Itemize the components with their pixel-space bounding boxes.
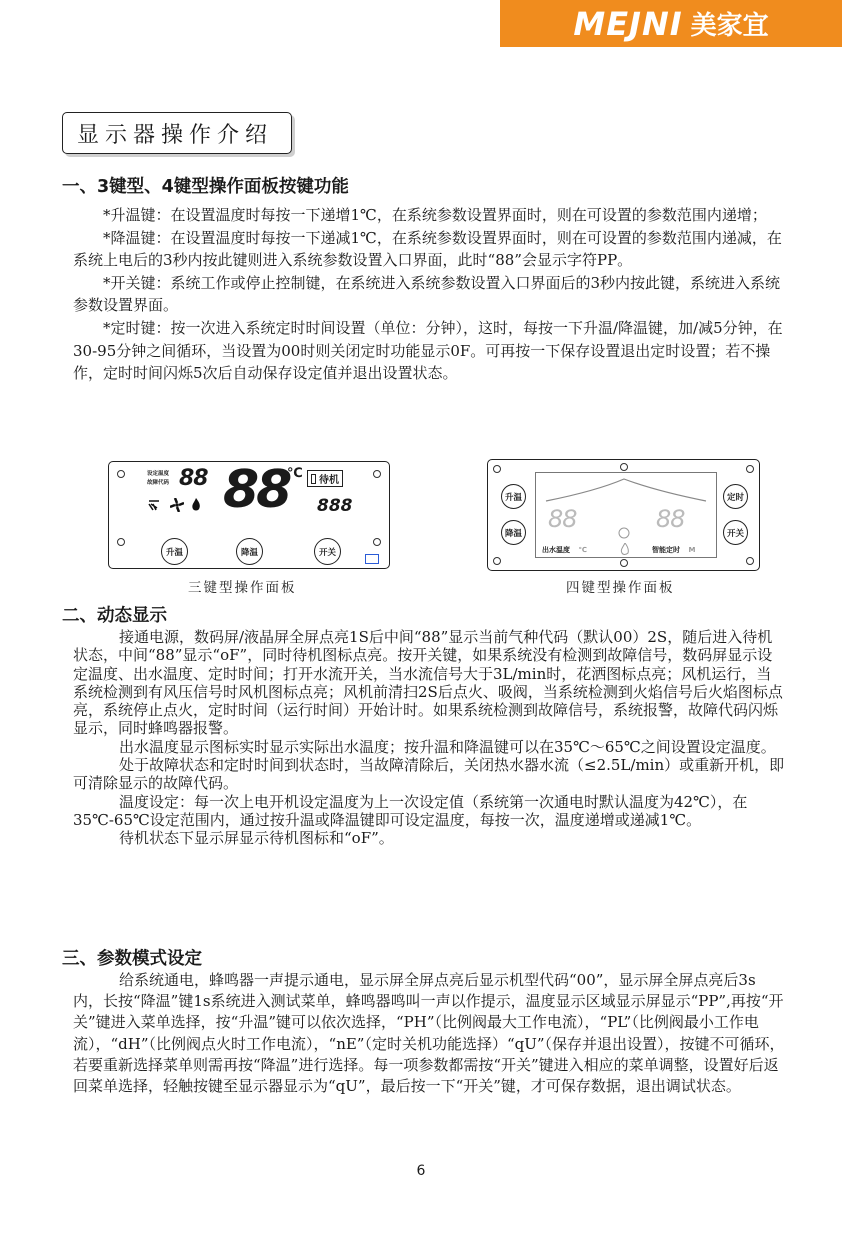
mount-hole: [493, 465, 501, 473]
smart-timer-label: [652, 545, 695, 555]
big-digits: 88: [223, 460, 290, 520]
page-title-text: 显示器操作介绍: [77, 122, 274, 148]
paragraph: *定时键：按一次进入系统定时时间设置（单位：分钟），这时，每按一下升温/降温键，加/减5分钟，在30-95分钟之间循环，当设置为00时则关闭定时功能显示0F。可再按一下保存设置退出定时设置；若不操作，定时时间闪烁5次后自动保存设定值并退出设置状态。: [73, 318, 783, 383]
section-heading-1: 一、3键型、4键型操作面板按键功能: [62, 177, 349, 197]
mount-hole: [117, 470, 125, 478]
unit-celsius: ℃: [578, 546, 587, 554]
paragraph: *降温键：在设置温度时每按一下递减1℃，在系统参数设置界面时，则在可设置的参数范围内递减，在系统上电后的3秒内按此键则进入系统参数设置入口界面，此时“88”会显示字符PP。: [73, 228, 782, 270]
flame-icon: [620, 543, 630, 555]
fan-icon: [170, 498, 184, 512]
brand-name-en: MEJNI: [573, 4, 683, 43]
paragraph: 处于故障状态和定时时间到状态时，当故障清除后，关闭热水器水流（≤2.5L/min）或重新开机，即可清除显示的故障代码。: [73, 756, 785, 793]
connector-icon: [365, 554, 379, 564]
mount-hole: [373, 538, 381, 546]
paragraph: 给系统通电，蜂鸣器一声提示通电，显示屏全屏点亮后显示机型代码“00”，显示屏全屏点亮后3s内，长按“降温”键1s系统进入测试菜单，蜂鸣器鸣叫一声以作提示，温度显示区域显示屏显示“PP”,再按“开关”键进入菜单选择，按“升温”键可以依次选择，“PH”（比例阀最大工作电流），“PL”（比例阀最小工作电流），“dH”（比例阀点火时工作电流），“nE”（定时关机功能选择）“qU”（保存并退出设置），按键不可循环，若要重新选择菜单则需再按“降温”进行选择。每一项参数都需按“开关”键进入相应的菜单调整，设置好后返回菜单选择，轻触按键至显示器显示为“qU”，最后按一下“开关”键，才可保存数据，退出调试状态。: [73, 971, 785, 1096]
three-key-panel: [108, 461, 390, 569]
page-number: 6: [416, 1163, 426, 1179]
outlet-temp-text: 出水温度: [542, 546, 570, 554]
section-heading-2: 二、动态显示: [62, 606, 167, 626]
unit-minute: M: [688, 546, 696, 554]
standby-label: 待机: [319, 475, 339, 486]
lcd-icons: [147, 498, 201, 512]
brand-logo: [500, 0, 842, 47]
brand-name-cn: 美家宜: [690, 11, 769, 41]
btn-timer[interactable]: 定时: [723, 484, 748, 509]
paragraph: *开关键：系统工作或停止控制键，在系统进入系统参数设置入口界面后的3秒内按此键，系统进入系统参数设置界面。: [73, 273, 781, 315]
btn-temp-up[interactable]: 升温: [161, 538, 188, 565]
standby-indicator: [307, 470, 343, 487]
mount-hole: [493, 557, 501, 565]
standby-icon: [311, 474, 316, 484]
unit-celsius: ℃: [287, 466, 303, 481]
btn-temp-down[interactable]: 降温: [236, 538, 263, 565]
paragraph: 待机状态下显示屏显示待机图标和“oF”。: [119, 829, 394, 848]
right-digits: 888: [317, 496, 353, 516]
paragraph: *升温键：在设置温度时每按一下递增1℃，在系统参数设置界面时，则在可设置的参数范围内递增；: [103, 206, 767, 224]
four-key-caption: 四键型操作面板: [566, 580, 675, 596]
btn-power[interactable]: 开关: [723, 520, 748, 545]
four-key-panel: [487, 459, 760, 571]
small-digits: 88: [179, 466, 208, 491]
mount-hole: [746, 557, 754, 565]
btn-power[interactable]: 开关: [314, 538, 341, 565]
mount-hole: [620, 559, 628, 567]
paragraph: 温度设定：每一次上电开机设定温度为上一次设定值（系统第一次通电时默认温度为42℃），在35℃-65℃设定范围内，通过按升温或降温键即可设定温度，每按一次，温度递增或递减1℃。: [73, 792, 748, 829]
section-2-body: [73, 628, 785, 848]
paragraph: 出水温度显示图标实时显示实际出水温度；按升温和降温键可以在35℃～65℃之间设置设定温度。: [119, 737, 776, 756]
fan-icon: [618, 527, 630, 539]
outlet-temp-label: [542, 545, 587, 555]
page-title: [62, 112, 292, 154]
btn-temp-down[interactable]: 降温: [501, 520, 526, 545]
mount-hole: [620, 463, 628, 471]
lcd-display: [139, 460, 361, 526]
section-3-body: [73, 970, 785, 1097]
fault-code-label: 故障代码: [147, 480, 170, 486]
shower-icon: [147, 498, 163, 512]
three-key-caption: 三键型操作面板: [188, 580, 297, 596]
section-1-body: [73, 204, 785, 385]
right-digits-outline: 88: [656, 505, 685, 533]
lcd-display: [535, 472, 717, 558]
flame-icon: [191, 498, 201, 512]
smart-timer-text: 智能定时: [652, 546, 680, 554]
mount-hole: [117, 538, 125, 546]
left-digits-outline: 88: [548, 505, 577, 533]
paragraph: 接通电源，数码屏/液晶屏全屏点亮1S后中间“88”显示当前气种代码（默认00）2S，随后进入待机状态，中间“88”显示“oF”，同时待机图标点亮。按开关键，如果系统没有检测到故障信号，数码屏显示设定温度、出水温度、定时时间；打开水流开关，当水流信号大于3L/min时，花洒图标点亮；风机运行，当系统检测到有风压信号时风机图标点亮；风机前清扫2S后点火、吸阀，当系统检测到火焰信号后火焰图标点亮，系统停止点火，定时时间（运行时间）开始计时。如果系统检测到故障信号，系统报警，故障代码闪烁显示，同时蜂鸣器报警。: [73, 628, 783, 738]
btn-temp-up[interactable]: 升温: [501, 484, 526, 509]
section-heading-3: 三、参数模式设定: [62, 949, 202, 969]
mount-hole: [746, 465, 754, 473]
mount-hole: [373, 470, 381, 478]
set-temp-label: 设定温度: [147, 471, 170, 477]
